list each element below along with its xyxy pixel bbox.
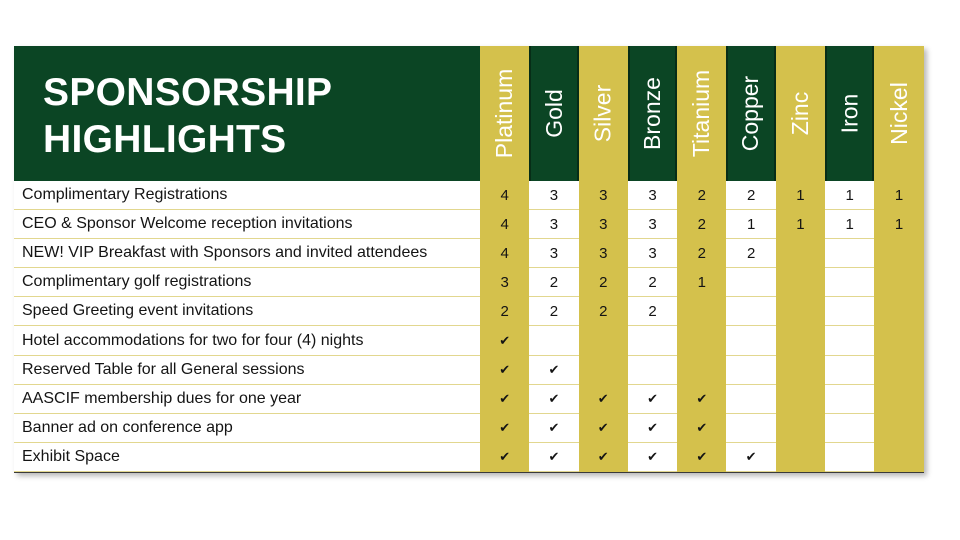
benefit-cell-platinum <box>480 239 529 268</box>
benefit-value: 3 <box>549 186 559 204</box>
title-line-2: HIGHLIGHTS <box>43 117 287 161</box>
benefit-cell-zinc <box>776 268 825 297</box>
tier-header-titanium <box>677 46 726 181</box>
tier-label: Platinum <box>491 68 518 159</box>
benefit-cell-gold <box>529 210 578 239</box>
benefit-cell-iron <box>825 297 874 326</box>
benefit-cell-titanium <box>677 210 726 239</box>
benefit-cell-nickel <box>874 385 923 414</box>
benefit-cell-iron <box>825 268 874 297</box>
benefit-value: 4 <box>500 187 509 205</box>
benefit-cell-titanium <box>677 356 726 385</box>
check-icon: ✔ <box>647 448 658 464</box>
tier-label: Gold <box>540 89 567 138</box>
tier-label: Titanium <box>688 69 715 158</box>
benefit-cell-gold <box>529 326 578 355</box>
benefit-value: 3 <box>500 274 509 292</box>
benefit-value: 2 <box>746 244 756 262</box>
tier-header-nickel <box>874 46 923 181</box>
benefit-value: 2 <box>697 245 706 263</box>
benefit-value: 3 <box>599 245 608 263</box>
benefit-cell-iron <box>825 326 874 355</box>
benefit-cell-zinc <box>776 356 825 385</box>
benefit-cell-gold <box>529 239 578 268</box>
benefit-label: CEO & Sponsor Welcome reception invitations <box>14 210 480 239</box>
check-icon: ✔ <box>499 333 511 349</box>
check-icon: ✔ <box>597 420 609 436</box>
benefit-cell-iron <box>825 356 874 385</box>
benefit-cell-bronze <box>628 239 677 268</box>
benefit-cell-silver <box>579 385 628 414</box>
benefit-value: 4 <box>500 216 509 234</box>
benefit-cell-titanium <box>677 239 726 268</box>
benefit-cell-platinum <box>480 210 529 239</box>
benefit-value: 1 <box>697 274 706 292</box>
benefit-value: 3 <box>648 215 657 233</box>
benefit-cell-titanium <box>677 385 726 414</box>
benefit-value: 2 <box>648 302 657 320</box>
benefit-value: 3 <box>599 187 608 205</box>
benefit-cell-zinc <box>776 385 825 414</box>
benefit-cell-zinc <box>776 326 825 355</box>
benefit-cell-copper <box>726 414 775 443</box>
benefit-cell-bronze <box>628 356 677 385</box>
benefit-label: Exhibit Space <box>14 443 480 472</box>
benefit-cell-nickel <box>874 356 923 385</box>
tier-label: Copper <box>737 75 764 152</box>
tier-label: Nickel <box>885 82 912 145</box>
tier-label: Bronze <box>639 77 666 150</box>
benefit-cell-iron <box>825 239 874 268</box>
check-icon: ✔ <box>696 420 708 436</box>
benefit-value: 1 <box>845 215 854 233</box>
benefit-value: 3 <box>599 216 608 234</box>
benefit-cell-nickel <box>874 268 923 297</box>
benefit-cell-gold <box>529 385 578 414</box>
benefit-cell-zinc <box>776 210 825 239</box>
benefit-cell-nickel <box>874 326 923 355</box>
benefit-label: Banner ad on conference app <box>14 414 480 443</box>
check-icon: ✔ <box>696 449 708 465</box>
benefit-cell-titanium <box>677 181 726 210</box>
check-icon: ✔ <box>499 391 511 407</box>
benefit-cell-nickel <box>874 210 923 239</box>
benefit-cell-silver <box>579 210 628 239</box>
benefit-cell-gold <box>529 181 578 210</box>
benefit-cell-iron <box>825 181 874 210</box>
check-icon: ✔ <box>499 420 511 436</box>
benefit-value: 1 <box>796 216 805 234</box>
check-icon: ✔ <box>548 419 560 435</box>
check-icon: ✔ <box>647 390 658 406</box>
benefit-value: 4 <box>500 245 509 263</box>
benefit-cell-nickel <box>874 414 923 443</box>
benefit-cell-copper <box>726 210 775 239</box>
benefit-label: Hotel accommodations for two for four (4) nights <box>14 326 480 355</box>
benefit-value: 3 <box>549 244 559 262</box>
benefit-cell-silver <box>579 326 628 355</box>
check-icon: ✔ <box>548 448 560 464</box>
tier-header-zinc <box>776 46 825 181</box>
benefit-value: 1 <box>845 186 854 204</box>
benefit-cell-silver <box>579 356 628 385</box>
tier-header-gold <box>529 46 578 181</box>
tier-label: Zinc <box>786 91 813 136</box>
benefit-cell-titanium <box>677 326 726 355</box>
benefit-value: 2 <box>500 303 509 321</box>
benefit-value: 2 <box>697 187 706 205</box>
benefit-value: 2 <box>746 186 756 204</box>
benefit-cell-bronze <box>628 385 677 414</box>
tier-header-silver <box>579 46 628 181</box>
benefit-cell-titanium <box>677 414 726 443</box>
benefit-label: NEW! VIP Breakfast with Sponsors and invited attendees <box>14 239 480 268</box>
tier-label: Iron <box>836 93 863 134</box>
tier-header-bronze <box>628 46 677 181</box>
sponsorship-table <box>14 46 924 473</box>
benefit-cell-platinum <box>480 385 529 414</box>
benefit-cell-zinc <box>776 443 825 472</box>
benefit-cell-gold <box>529 297 578 326</box>
benefit-cell-iron <box>825 385 874 414</box>
check-icon: ✔ <box>597 449 609 465</box>
benefit-cell-zinc <box>776 239 825 268</box>
benefit-cell-silver <box>579 181 628 210</box>
page-title <box>43 69 332 163</box>
benefit-cell-zinc <box>776 414 825 443</box>
tier-header-copper <box>726 46 775 181</box>
benefit-cell-bronze <box>628 181 677 210</box>
benefit-value: 2 <box>599 274 608 292</box>
benefit-cell-iron <box>825 443 874 472</box>
benefit-cell-copper <box>726 326 775 355</box>
benefit-value: 2 <box>599 303 608 321</box>
benefit-cell-bronze <box>628 443 677 472</box>
benefit-cell-platinum <box>480 326 529 355</box>
benefit-cell-copper <box>726 181 775 210</box>
benefit-cell-bronze <box>628 297 677 326</box>
benefit-value: 2 <box>697 216 706 234</box>
benefit-cell-iron <box>825 210 874 239</box>
benefit-label: Complimentary Registrations <box>14 181 480 210</box>
benefit-cell-platinum <box>480 268 529 297</box>
benefit-cell-bronze <box>628 210 677 239</box>
benefit-value: 1 <box>894 187 904 205</box>
check-icon: ✔ <box>548 361 560 377</box>
benefit-cell-titanium <box>677 443 726 472</box>
check-icon: ✔ <box>745 448 757 464</box>
benefit-cell-silver <box>579 268 628 297</box>
check-icon: ✔ <box>499 449 511 465</box>
benefit-value: 1 <box>796 187 805 205</box>
benefit-cell-gold <box>529 268 578 297</box>
benefit-value: 3 <box>549 215 559 233</box>
benefit-value: 2 <box>549 302 559 320</box>
benefit-value: 1 <box>894 216 904 234</box>
check-icon: ✔ <box>499 362 511 378</box>
benefit-cell-silver <box>579 443 628 472</box>
benefit-label: AASCIF membership dues for one year <box>14 385 480 414</box>
benefit-value: 2 <box>648 273 657 291</box>
benefit-value: 1 <box>746 215 756 233</box>
check-icon: ✔ <box>548 390 560 406</box>
benefit-cell-copper <box>726 385 775 414</box>
title-line-1: SPONSORSHIP <box>43 70 333 114</box>
benefit-cell-silver <box>579 414 628 443</box>
benefit-value: 2 <box>549 273 559 291</box>
benefit-cell-platinum <box>480 356 529 385</box>
benefit-cell-silver <box>579 297 628 326</box>
benefit-cell-platinum <box>480 181 529 210</box>
benefit-cell-nickel <box>874 239 923 268</box>
benefit-cell-platinum <box>480 443 529 472</box>
check-icon: ✔ <box>647 419 658 435</box>
tier-header-platinum <box>480 46 529 181</box>
benefit-cell-copper <box>726 356 775 385</box>
tier-header-iron <box>825 46 874 181</box>
benefit-label: Speed Greeting event invitations <box>14 297 480 326</box>
benefit-cell-silver <box>579 239 628 268</box>
tier-label: Silver <box>589 84 616 143</box>
benefit-cell-iron <box>825 414 874 443</box>
check-icon: ✔ <box>696 391 708 407</box>
benefit-cell-copper <box>726 443 775 472</box>
benefit-cell-bronze <box>628 268 677 297</box>
check-icon: ✔ <box>597 391 609 407</box>
benefit-cell-titanium <box>677 297 726 326</box>
title-banner <box>14 46 480 181</box>
benefit-cell-copper <box>726 239 775 268</box>
benefit-label: Reserved Table for all General sessions <box>14 356 480 385</box>
benefit-cell-gold <box>529 414 578 443</box>
benefit-cell-gold <box>529 356 578 385</box>
benefit-cell-copper <box>726 268 775 297</box>
benefit-cell-bronze <box>628 414 677 443</box>
benefit-cell-nickel <box>874 181 923 210</box>
benefit-cell-zinc <box>776 297 825 326</box>
benefit-value: 3 <box>648 244 657 262</box>
benefit-label: Complimentary golf registrations <box>14 268 480 297</box>
benefit-cell-zinc <box>776 181 825 210</box>
benefit-cell-titanium <box>677 268 726 297</box>
benefit-cell-platinum <box>480 414 529 443</box>
benefit-cell-platinum <box>480 297 529 326</box>
benefit-cell-gold <box>529 443 578 472</box>
benefit-cell-bronze <box>628 326 677 355</box>
benefit-cell-nickel <box>874 443 923 472</box>
benefit-cell-nickel <box>874 297 923 326</box>
benefit-value: 3 <box>648 186 657 204</box>
benefit-cell-copper <box>726 297 775 326</box>
